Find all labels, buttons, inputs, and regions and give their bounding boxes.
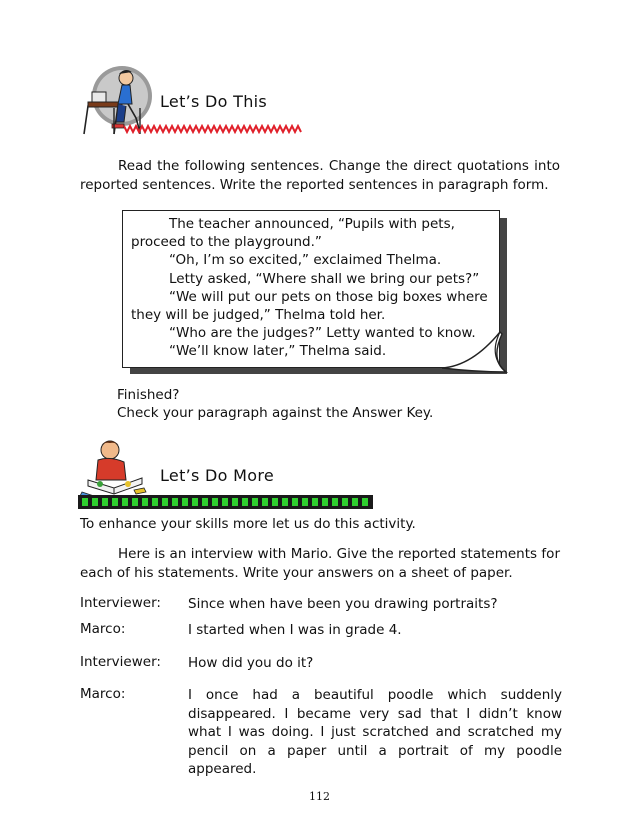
finished-question: Finished? xyxy=(117,387,180,403)
note-line: “We will put our pets on those big boxes where xyxy=(169,288,488,305)
note-line: “Oh, I’m so excited,” exclaimed Thelma. xyxy=(169,252,442,269)
dialogue-speaker: Marco: xyxy=(80,621,126,637)
dialogue-text: Since when have been you drawing portraits? xyxy=(188,596,498,612)
note-line: “Who are the judges?” Letty wanted to know. xyxy=(169,325,476,342)
note-line: proceed to the playground.” xyxy=(131,234,322,251)
section2-intro: To enhance your skills more let us do this activity. xyxy=(80,516,416,532)
section2-title: Let’s Do More xyxy=(160,466,275,485)
section2-header xyxy=(78,438,373,512)
dialogue-text: How did you do it? xyxy=(188,655,314,671)
finished-note: Check your paragraph against the Answer Key. xyxy=(117,405,434,421)
zigzag-divider xyxy=(124,124,302,134)
note-line: The teacher announced, “Pupils with pets, xyxy=(169,216,455,232)
section1-instructions: Read the following sentences. Change the direct quotations into reported sentences. Write the reported sentences in paragraph form. xyxy=(80,158,560,193)
page-number: 112 xyxy=(309,790,330,803)
note-line: Letty asked, “Where shall we bring our pets?” xyxy=(169,270,480,287)
film-strip-divider xyxy=(78,495,373,509)
dialogue-text: I started when I was in grade 4. xyxy=(188,622,402,638)
section1-title: Let’s Do This xyxy=(160,92,268,111)
section2-instructions: Here is an interview with Mario. Give the reported statements for each of his statements. Write your answers on a sheet of paper. xyxy=(80,546,560,581)
dialogue-speaker: Marco: xyxy=(80,686,126,702)
note-line: they will be judged,” Thelma told her. xyxy=(131,307,386,324)
note-line: “We’ll know later,” Thelma said. xyxy=(169,343,387,360)
dialogue-text: I once had a beautiful poodle which suddenly disappeared. I became very sad that I didn’t know what I was doing. I just scratched and scratched my pencil on a paper until a portrait of my poodle appeared. xyxy=(188,687,562,777)
dialogue-speaker: Interviewer: xyxy=(80,595,161,611)
section1-header xyxy=(78,62,308,138)
child-reading-book-icon xyxy=(78,438,150,502)
page-curl-icon xyxy=(442,330,508,374)
dialogue-speaker: Interviewer: xyxy=(80,654,161,670)
